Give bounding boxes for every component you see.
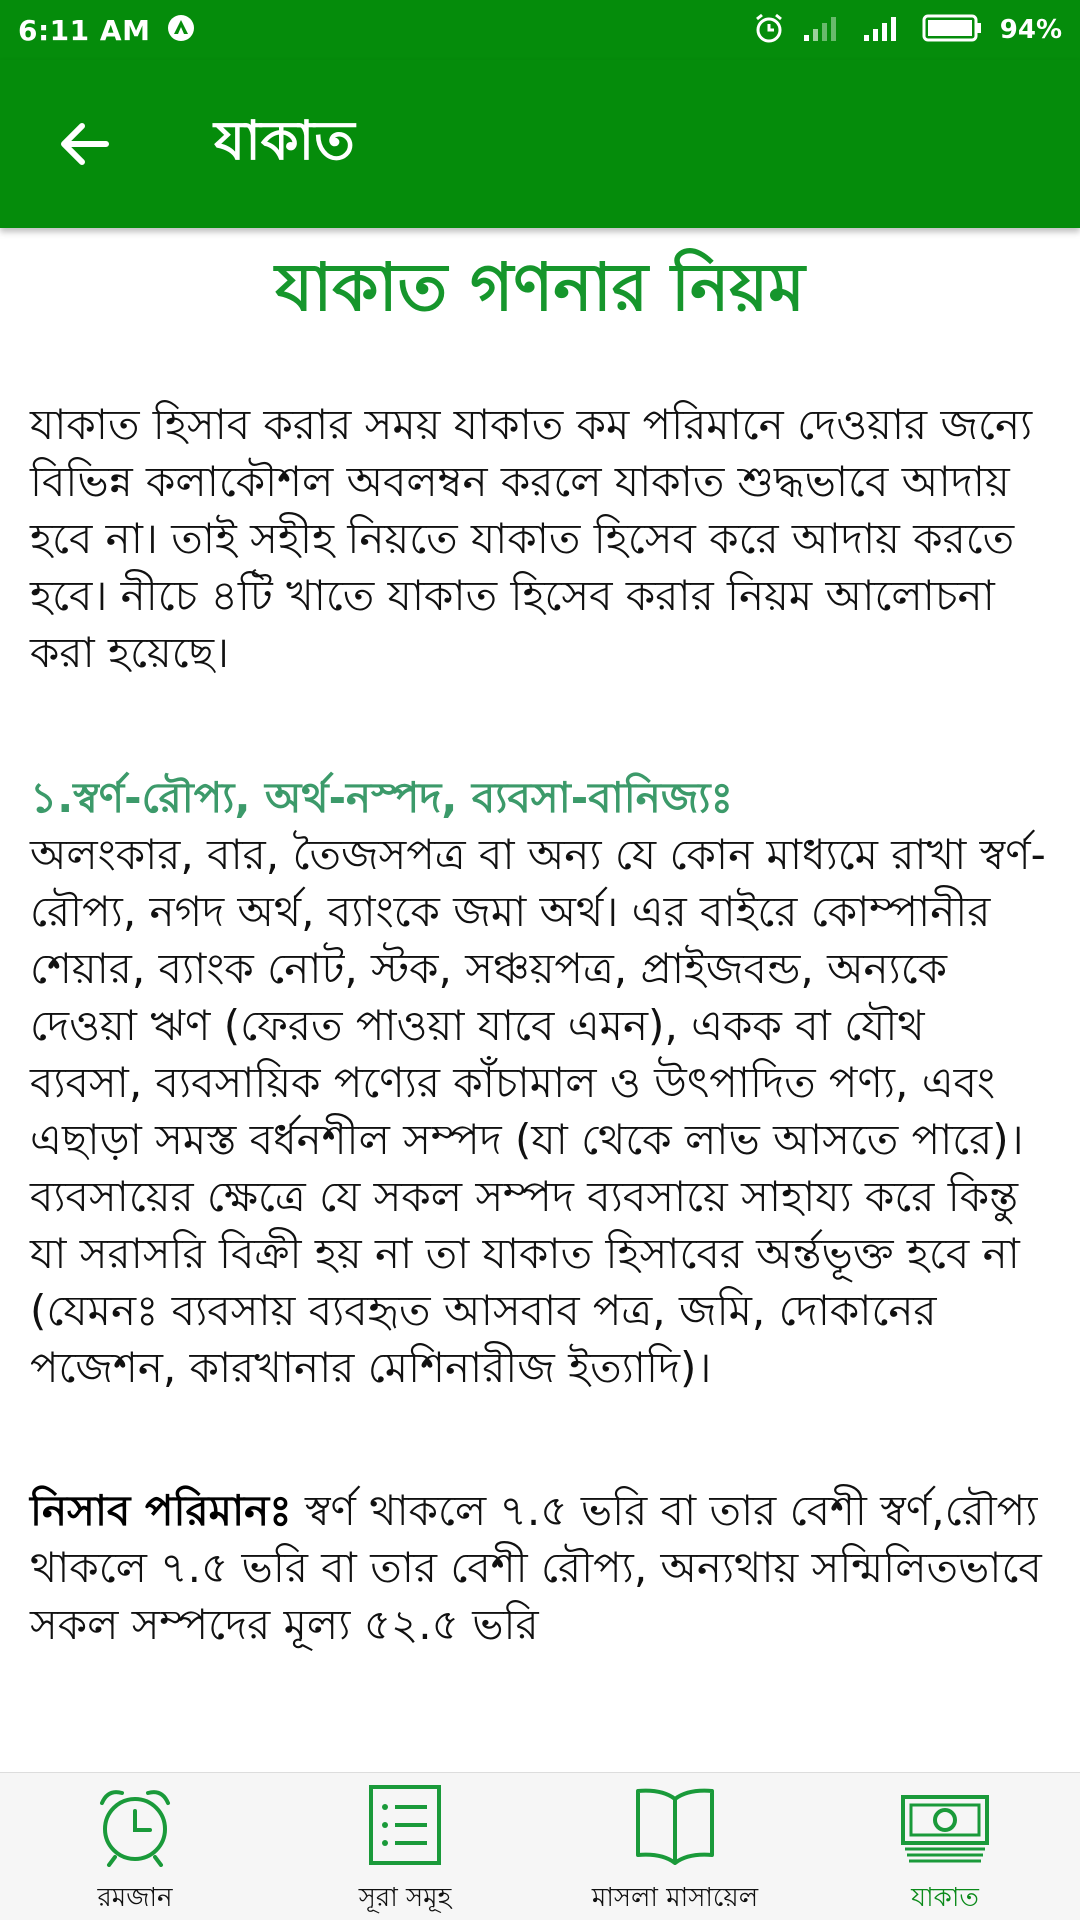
page-title: যাকাত: [214, 109, 355, 172]
banknote-icon: [897, 1783, 993, 1867]
alarm-icon: [752, 11, 786, 49]
book-icon: [627, 1783, 723, 1867]
alarm-clock-icon: [87, 1783, 183, 1867]
signal-icon: [862, 13, 906, 47]
bottom-navigation: [0, 1772, 1080, 1920]
nisab-paragraph: [30, 1482, 1050, 1653]
back-button[interactable]: [0, 60, 168, 228]
nav-label: রমজান: [97, 1883, 173, 1913]
back-arrow-icon: [56, 116, 112, 172]
article-heading: যাকাত গণনার নিয়ম: [275, 249, 805, 326]
status-right: [752, 11, 1062, 49]
article-content[interactable]: [0, 228, 1080, 1772]
battery-percentage: 94%: [999, 15, 1062, 45]
nav-item-suras[interactable]: [270, 1773, 540, 1920]
app-bar: [0, 60, 1080, 228]
status-left: [18, 13, 196, 47]
nav-item-ramadan[interactable]: [0, 1773, 270, 1920]
signal-icon: [802, 13, 846, 47]
list-icon: [357, 1783, 453, 1867]
status-time: 6:11 AM: [18, 13, 151, 47]
nav-item-zakat[interactable]: [810, 1773, 1080, 1920]
nisab-label: নিসাব পরিমানঃ: [30, 1486, 292, 1535]
app-notification-icon: [166, 13, 196, 47]
status-bar: [0, 0, 1080, 60]
nav-label: যাকাত: [911, 1883, 979, 1913]
nisab-text: স্বর্ণ থাকলে ৭.৫ ভরি বা তার বেশী স্বর্ণ,রৌপ্য থাকলে ৭.৫ ভরি বা তার বেশী রৌপ্য, অন্যথায় সন্মিলিতভাবে সকল সম্পদের মূল্য ৫২.৫ ভরি: [30, 1486, 1042, 1649]
nav-label: মাসলা মাসায়েল: [591, 1883, 759, 1913]
section-title: ১.স্বর্ণ-রৌপ্য, অর্থ-নস্পদ, ব্যবসা-বানিজ্যঃ: [30, 773, 733, 822]
nav-item-masala[interactable]: [540, 1773, 810, 1920]
battery-icon: [922, 13, 984, 47]
nav-label: সূরা সমূহ: [358, 1883, 452, 1913]
intro-paragraph: যাকাত হিসাব করার সময় যাকাত কম পরিমানে দেওয়ার জন্যে বিভিন্ন কলাকৌশল অবলম্বন করলে যাকাত শুদ্ধভাবে আদায় হবে না। তাই সহীহ নিয়তে যাকাত হিসেব করে আদায় করতে হবে। নীচে ৪টি খাতে যাকাত হিসেব করার নিয়ম আলোচনা করা হয়েছে।: [30, 400, 1033, 677]
section-body: অলংকার, বার, তৈজসপত্র বা অন্য যে কোন মাধ্যমে রাখা স্বর্ণ-রৌপ্য, নগদ অর্থ, ব্যাংকে জমা অর্থ। এর বাইরে কোম্পানীর শেয়ার, ব্যাংক নোট, স্টক, সঞ্চয়পত্র, প্রাইজবন্ড, অন্যকে দেওয়া ঋণ (ফেরত পাওয়া যাবে এমন), একক বা যৌথ ব্যবসা, ব্যবসায়িক পণ্যের কাঁচামাল ও উৎপাদিত পণ্য, এবং এছাড়া সমস্ত বর্ধনশীল সম্পদ (যা থেকে লাভ আসতে পারে)। ব্যবসায়ের ক্ষেত্রে যে সকল সম্পদ ব্যবসায়ে সাহায্য করে কিন্তু যা সরাসরি বিক্রী হয় না তা যাকাত হিসাবের অর্ন্তভূক্ত হবে না (যেমনঃ ব্যবসায় ব্যবহৃত আসবাব পত্র, জমি, দোকানের পজেশন, কারখানার মেশিনারীজ ইত্যাদি)।: [30, 830, 1046, 1392]
